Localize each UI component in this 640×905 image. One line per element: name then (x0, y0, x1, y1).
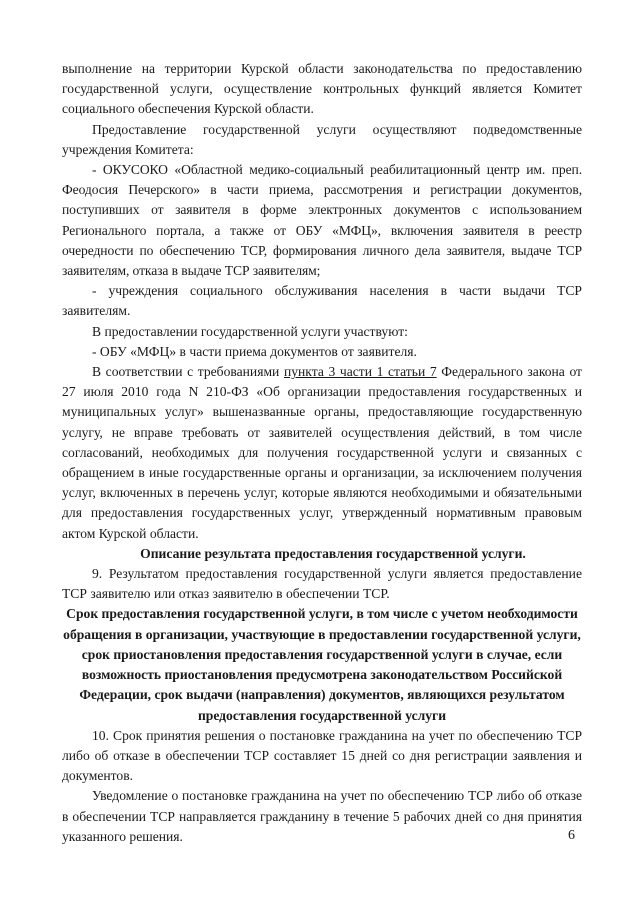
law-article-link[interactable]: пункта 3 части 1 статьи 7 (283, 364, 437, 380)
paragraph-rehab-center: - ОКУСОКО «Областной медико-социальный реабилитационный центр им. преп. Феодосия Печерского» в части приема, рассмотрения и регистрации документов, поступивших от заявителя в форме электронных документов с использованием Регионального портала, а также от ОБУ «МФЦ», включения заявителя в реестр очередности по обеспечению ТСР, формирования личного дела заявителя, выдаче ТСР заявителям, отказа в выдаче ТСР заявителям; (62, 162, 582, 279)
paragraph-social-services: - учреждения социального обслуживания населения в части выдачи ТСР заявителям. (62, 283, 582, 319)
law-text-after: Федерального закона от 27 июля 2010 года N 210-ФЗ «Об организации предоставления государственных и муниципальных услуг» вышеназванные органы, предоставляющие государственную услугу, не вправе требовать от заявителей осуществления действий, в том числе согласований, необходимых для получения государственной услуги и связанных с обращением в иные государственные органы и организации, за исключением получения услуг, включенных в перечень услуг, которые являются необходимыми и обязательными для предоставления государственных услуг, утвержденный нормативным правовым актом Курской области. (62, 364, 583, 541)
paragraph-notification: Уведомление о постановке гражданина на учет по обеспечению ТСР либо об отказе в обеспечении ТСР направляется гражданину в течение 5 рабочих дней со дня принятия указанного решения. (62, 788, 582, 844)
paragraph-responsible-body: выполнение на территории Курской области законодательства по предоставлению государственной услуги, осуществление контрольных функций является Комитет социального обеспечения Курской области. (62, 61, 582, 117)
paragraph-participants-intro: В предоставлении государственной услуги участвуют: (92, 323, 408, 339)
paragraph-federal-law (62, 362, 582, 544)
document-body (62, 59, 582, 847)
section-heading-result: Описание результата предоставления государственной услуги. (140, 545, 526, 561)
paragraph-providers-intro: Предоставление государственной услуги осуществляют подведомственные учреждения Комитета: (62, 121, 582, 157)
page-number: 6 (568, 828, 575, 843)
paragraph-item-9: 9. Результатом предоставления государственной услуги является предоставление ТСР заявителю или отказ заявителю в обеспечении ТСР. (62, 566, 582, 602)
law-text-before: В соответствии с требованиями (92, 364, 284, 380)
paragraph-mfc: - ОБУ «МФЦ» в части приема документов от заявителя. (92, 343, 417, 359)
paragraph-item-10: 10. Срок принятия решения о постановке гражданина на учет по обеспечению ТСР либо об отказе в обеспечении ТСР составляет 15 дней со дня регистрации заявления и документов. (62, 727, 582, 784)
section-heading-terms: Срок предоставления государственной услуги, в том числе с учетом необходимости обращения в организации, участвующие в предоставлении государственной услуги, срок приостановления предоставления государственной услуги в случае, если возможность приостановления предусмотрена законодательством Российской Федерации, срок выдачи (направления) документов, являющихся результатом предоставления государственной услуги (63, 606, 581, 723)
